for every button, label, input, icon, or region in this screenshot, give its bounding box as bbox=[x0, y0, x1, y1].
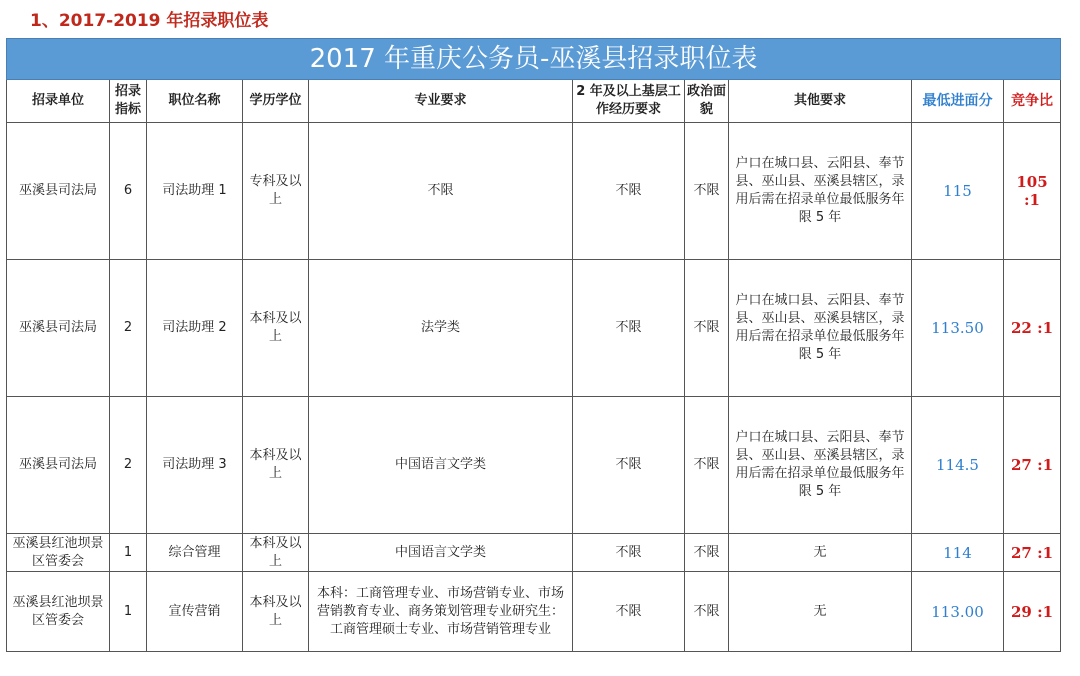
header-row bbox=[7, 80, 1061, 123]
table-row bbox=[7, 123, 1061, 260]
cell-position: 司法助理 1 bbox=[147, 123, 243, 260]
cell-education: 本科及以上 bbox=[243, 572, 309, 652]
cell-position: 宣传营销 bbox=[147, 572, 243, 652]
cell-min-score: 113.00 bbox=[912, 572, 1004, 652]
cell-other: 户口在城口县、云阳县、奉节县、巫山县、巫溪县辖区，录用后需在招录单位最低服务年限 5 年 bbox=[729, 260, 912, 397]
section-heading: 1、2017-2019 年招录职位表 bbox=[30, 11, 269, 31]
cell-position: 司法助理 2 bbox=[147, 260, 243, 397]
cell-min-score: 113.50 bbox=[912, 260, 1004, 397]
header-political: 政治面貌 bbox=[685, 80, 729, 123]
cell-education: 本科及以上 bbox=[243, 260, 309, 397]
cell-quota: 2 bbox=[110, 397, 147, 534]
cell-major: 法学类 bbox=[309, 260, 573, 397]
cell-political: 不限 bbox=[685, 397, 729, 534]
header-position: 职位名称 bbox=[147, 80, 243, 123]
table-row bbox=[7, 397, 1061, 534]
cell-position: 综合管理 bbox=[147, 534, 243, 572]
cell-unit: 巫溪县红池坝景区管委会 bbox=[7, 572, 110, 652]
cell-education: 本科及以上 bbox=[243, 534, 309, 572]
cell-quota: 1 bbox=[110, 534, 147, 572]
cell-unit: 巫溪县司法局 bbox=[7, 260, 110, 397]
cell-ratio: 27 :1 bbox=[1004, 534, 1061, 572]
cell-min-score: 115 bbox=[912, 123, 1004, 260]
cell-ratio: 29 :1 bbox=[1004, 572, 1061, 652]
cell-major: 不限 bbox=[309, 123, 573, 260]
cell-unit: 巫溪县红池坝景区管委会 bbox=[7, 534, 110, 572]
recruitment-table bbox=[6, 38, 1061, 652]
cell-ratio: 105 :1 bbox=[1004, 123, 1061, 260]
header-min-score: 最低进面分 bbox=[912, 80, 1004, 123]
cell-other: 户口在城口县、云阳县、奉节县、巫山县、巫溪县辖区，录用后需在招录单位最低服务年限 5 年 bbox=[729, 123, 912, 260]
cell-unit: 巫溪县司法局 bbox=[7, 397, 110, 534]
cell-major: 本科：工商管理专业、市场营销专业、市场营销教育专业、商务策划管理专业研究生：工商管理硕士专业、市场营销管理专业 bbox=[309, 572, 573, 652]
header-major: 专业要求 bbox=[309, 80, 573, 123]
cell-political: 不限 bbox=[685, 534, 729, 572]
header-unit: 招录单位 bbox=[7, 80, 110, 123]
header-quota: 招录指标 bbox=[110, 80, 147, 123]
header-ratio: 竞争比 bbox=[1004, 80, 1061, 123]
table-title: 2017 年重庆公务员-巫溪县招录职位表 bbox=[7, 39, 1061, 80]
cell-other: 无 bbox=[729, 534, 912, 572]
cell-experience: 不限 bbox=[573, 534, 685, 572]
cell-experience: 不限 bbox=[573, 123, 685, 260]
cell-education: 专科及以上 bbox=[243, 123, 309, 260]
cell-ratio: 22 :1 bbox=[1004, 260, 1061, 397]
header-experience: 2 年及以上基层工作经历要求 bbox=[573, 80, 685, 123]
cell-experience: 不限 bbox=[573, 572, 685, 652]
cell-major: 中国语言文学类 bbox=[309, 397, 573, 534]
cell-experience: 不限 bbox=[573, 260, 685, 397]
table-row bbox=[7, 260, 1061, 397]
cell-unit: 巫溪县司法局 bbox=[7, 123, 110, 260]
cell-other: 无 bbox=[729, 572, 912, 652]
cell-political: 不限 bbox=[685, 572, 729, 652]
cell-ratio: 27 :1 bbox=[1004, 397, 1061, 534]
cell-min-score: 114 bbox=[912, 534, 1004, 572]
cell-quota: 1 bbox=[110, 572, 147, 652]
cell-position: 司法助理 3 bbox=[147, 397, 243, 534]
table-row bbox=[7, 534, 1061, 572]
table-row bbox=[7, 572, 1061, 652]
cell-major: 中国语言文学类 bbox=[309, 534, 573, 572]
cell-quota: 6 bbox=[110, 123, 147, 260]
cell-other: 户口在城口县、云阳县、奉节县、巫山县、巫溪县辖区，录用后需在招录单位最低服务年限 5 年 bbox=[729, 397, 912, 534]
cell-min-score: 114.5 bbox=[912, 397, 1004, 534]
header-education: 学历学位 bbox=[243, 80, 309, 123]
cell-political: 不限 bbox=[685, 260, 729, 397]
cell-quota: 2 bbox=[110, 260, 147, 397]
cell-experience: 不限 bbox=[573, 397, 685, 534]
cell-political: 不限 bbox=[685, 123, 729, 260]
cell-education: 本科及以上 bbox=[243, 397, 309, 534]
header-other: 其他要求 bbox=[729, 80, 912, 123]
